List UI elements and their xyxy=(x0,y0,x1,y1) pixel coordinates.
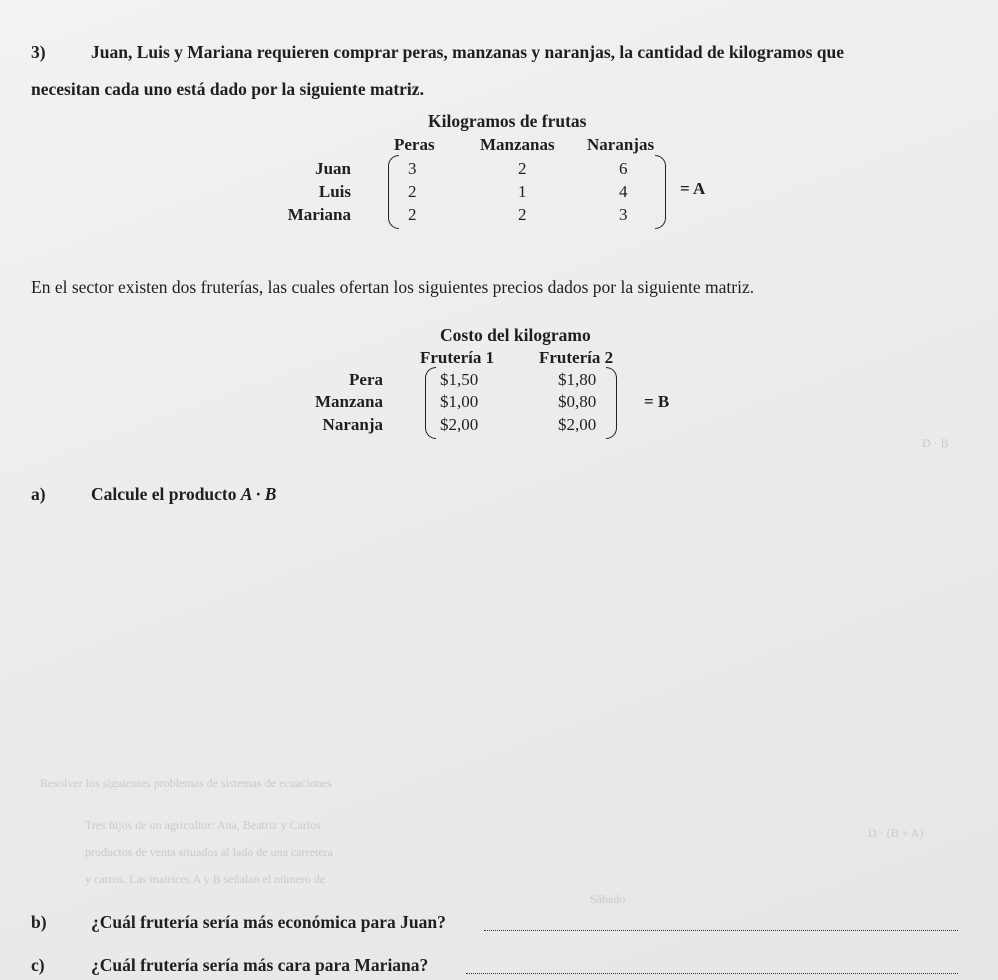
matrix-b-cell: $1,80 xyxy=(558,370,597,389)
matrix-b-right-bracket xyxy=(606,367,617,439)
matrix-b-col-fruteria-1: Frutería 1 xyxy=(420,348,495,367)
part-a-expression: A · B xyxy=(240,484,277,504)
bleed-through-line-4: y carros. Las matrices A y B señalan el número de xyxy=(85,872,326,886)
matrix-a-cell: 2 xyxy=(518,205,527,224)
matrix-b-title: Costo del kilogramo xyxy=(440,325,591,345)
matrix-b-cell: $2,00 xyxy=(558,415,597,434)
part-b-question: ¿Cuál frutería sería más económica para Juan? xyxy=(91,912,446,932)
part-a-question xyxy=(91,484,276,505)
matrix-b-cell: $1,00 xyxy=(440,392,479,411)
matrix-b-row-naranja: Naranja xyxy=(322,415,383,434)
matrix-a-row-luis: Luis xyxy=(318,182,351,201)
bleed-through-line-1: Resolver los siguientes problemas de sistemas de ecuaciones xyxy=(40,776,332,790)
matrix-b-cell: $0,80 xyxy=(558,392,597,411)
problem-line-2: necesitan cada uno está dado por la siguiente matriz. xyxy=(31,79,424,99)
intro-b-text: En el sector existen dos fruterías, las cuales ofertan los siguientes precios dados por la siguiente matriz. xyxy=(31,277,755,297)
part-c-question: ¿Cuál frutería sería más cara para Mariana? xyxy=(91,955,429,975)
bleed-through-bottom: Sábado xyxy=(590,892,626,906)
matrix-a-equals-label: = A xyxy=(680,179,706,198)
matrix-a-row-juan: Juan xyxy=(315,159,351,178)
bleed-through-margin: D · B xyxy=(922,436,949,450)
matrix-a-cell: 6 xyxy=(619,159,628,178)
part-c-answer-line[interactable] xyxy=(466,973,958,974)
matrix-b-equals-label: = B xyxy=(644,392,670,411)
bleed-through-corner: D · (B + A) xyxy=(868,826,924,840)
matrix-a-col-naranjas: Naranjas xyxy=(587,135,655,154)
matrix-a-cell: 2 xyxy=(518,159,527,178)
matrix-a-cell: 4 xyxy=(619,182,628,201)
problem-line-1: Juan, Luis y Mariana requieren comprar peras, manzanas y naranjas, la cantidad de kilogramos que xyxy=(91,42,845,62)
matrix-a-row-mariana: Mariana xyxy=(287,205,351,224)
matrix-a-col-peras: Peras xyxy=(394,135,435,154)
part-c-letter: c) xyxy=(31,955,45,975)
matrix-a-col-manzanas: Manzanas xyxy=(480,135,555,154)
matrix-a-title: Kilogramos de frutas xyxy=(428,111,587,131)
matrix-a-cell: 2 xyxy=(408,205,417,224)
matrix-a-right-bracket xyxy=(655,155,666,229)
part-b-letter: b) xyxy=(31,912,47,932)
matrix-b-cell: $2,00 xyxy=(440,415,479,434)
bleed-through-line-3: productos de venta situados al lado de una carretera xyxy=(85,845,333,859)
part-b-answer-line[interactable] xyxy=(484,930,958,931)
matrix-a-left-bracket xyxy=(388,155,399,229)
problem-number: 3) xyxy=(31,42,46,62)
part-a-text: Calcule el producto xyxy=(91,484,241,504)
matrix-b-row-manzana: Manzana xyxy=(315,392,383,411)
matrix-a-cell: 3 xyxy=(619,205,628,224)
matrix-a-cell: 2 xyxy=(408,182,417,201)
bleed-through-line-2: Tres hijos de un agricultor: Ana, Beatriz y Carlos xyxy=(85,818,321,832)
matrix-b-cell: $1,50 xyxy=(440,370,479,389)
matrix-a-cell: 3 xyxy=(408,159,417,178)
matrix-b-left-bracket xyxy=(425,367,436,439)
matrix-a-cell: 1 xyxy=(518,182,527,201)
part-a-letter: a) xyxy=(31,484,46,504)
matrix-b-col-fruteria-2: Frutería 2 xyxy=(539,348,614,367)
matrix-b-row-pera: Pera xyxy=(349,370,383,389)
